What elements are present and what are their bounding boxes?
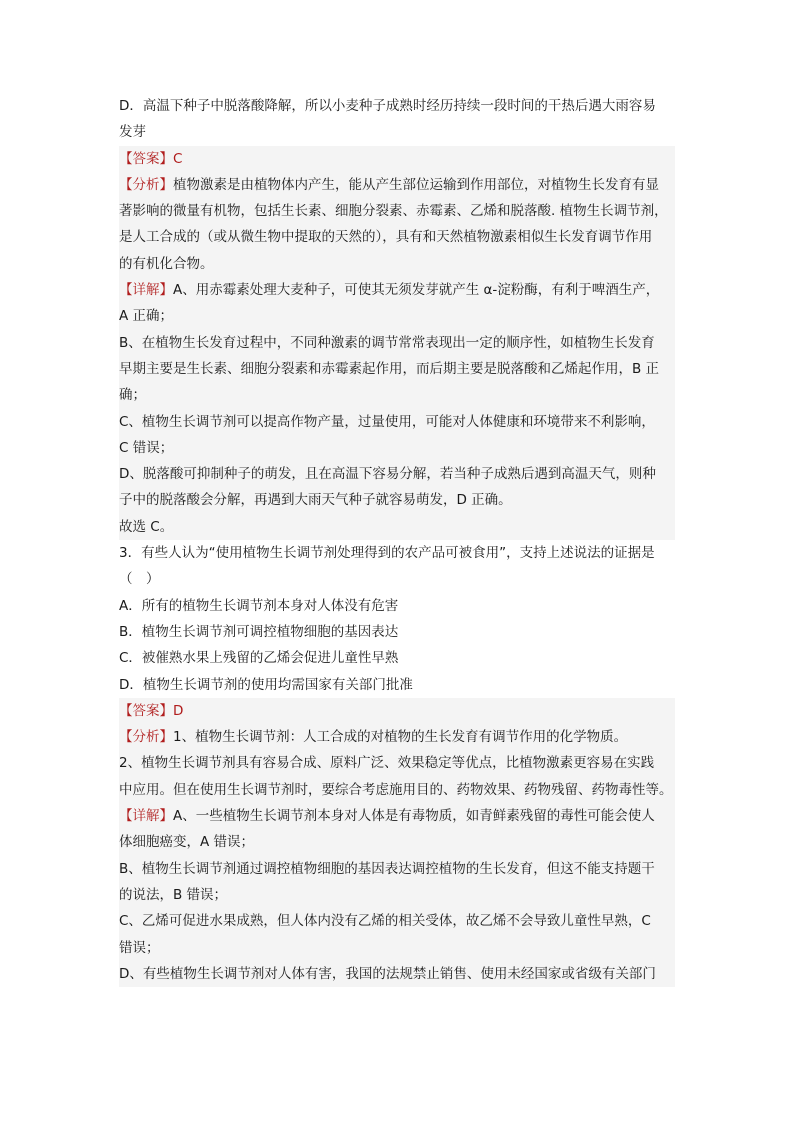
q3-detail-line: 错误； <box>119 935 675 961</box>
q2-analysis-line: 著影响的微量有机物，包括生长素、细胞分裂素、赤霉素、乙烯和脱落酸. 植物生长调节剂， <box>119 198 675 224</box>
q3-option-b: B．植物生长调节剂可调控植物细胞的基因表达 <box>119 623 399 640</box>
q2-detail-line: 子中的脱落酸会分解，再遇到大雨天气种子就容易萌发，D 正确。 <box>119 487 675 513</box>
q2-detail-line: B、在植物生长发育过程中，不同种激素的调节常常表现出一定的顺序性，如植物生长发育 <box>119 330 675 356</box>
q2-option-d-line: 发芽 <box>119 124 146 141</box>
answer-tag: 【答案】 <box>119 150 173 167</box>
q3-answer <box>119 698 675 724</box>
analysis-tag: 【分析】 <box>119 176 173 193</box>
q2-detail-line: C、植物生长调节剂可以提高作物产量，过量使用，可能对人体健康和环境带来不利影响， <box>119 409 675 435</box>
q3-detail-line: 体细胞癌变，A 错误； <box>119 829 675 855</box>
q3-detail-line: D、有些植物生长调节剂对人体有害，我国的法规禁止销售、使用未经国家或省级有关部门 <box>119 961 675 987</box>
q2-option-d-line: D．高温下种子中脱落酸降解，所以小麦种子成熟时经历持续一段时间的干热后遇大雨容易 <box>119 98 656 114</box>
document-body <box>119 93 675 987</box>
q3-option-c: C．被催熟水果上残留的乙烯会促进儿童性早熟 <box>119 650 399 667</box>
q2-analysis-line: 【分析】植物激素是由植物体内产生，能从产生部位运输到作用部位，对植物生长发育有显 <box>119 172 675 198</box>
analysis-tag: 【分析】 <box>119 729 173 746</box>
detail-tag: 【详解】 <box>119 282 173 299</box>
q3-detail-line: 的说法，B 错误； <box>119 882 675 908</box>
answer-tag: 【答案】 <box>119 702 173 719</box>
q3-option-d: D．植物生长调节剂的使用均需国家有关部门批准 <box>119 676 413 693</box>
q3-detail-line: 【详解】A、一些植物生长调节剂本身对人体是有毒物质，如青鲜素残留的毒性可能会使人 <box>119 803 675 829</box>
q2-detail-line: D、脱落酸可抑制种子的萌发，且在高温下容易分解，若当种子成熟后遇到高温天气，则种 <box>119 461 675 487</box>
q2-analysis-line: 是人工合成的（或从微生物中提取的天然的），具有和天然植物激素相似生长发育调节作用 <box>119 224 675 250</box>
detail-tag: 【详解】 <box>119 808 173 825</box>
q3-analysis-line: 2、植物生长调节剂具有容易合成、原料广泛、效果稳定等优点，比植物激素更容易在实践 <box>119 750 675 776</box>
answer-value: D <box>173 702 184 719</box>
q3-option-a: A．所有的植物生长调节剂本身对人体没有危害 <box>119 597 399 614</box>
q3-stem-line: （ ） <box>119 571 160 588</box>
q3-detail-line: C、乙烯可促进水果成熟，但人体内没有乙烯的相关受体，故乙烯不会导致儿童性早熟，C <box>119 908 675 934</box>
q2-detail-line: C 错误； <box>119 435 675 461</box>
q2-answer <box>119 146 675 172</box>
q2-detail-line: 早期主要是生长素、细胞分裂素和赤霉素起作用，而后期主要是脱落酸和乙烯起作用，B 正 <box>119 356 675 382</box>
q2-detail-line: 确； <box>119 382 675 408</box>
q3-stem-line: 3．有些人认为“使用植物生长调节剂处理得到的农产品可被食用”，支持上述说法的证据是 <box>119 545 655 562</box>
answer-value: C <box>173 150 183 167</box>
q3-detail-line: B、植物生长调节剂通过调控植物细胞的基因表达调控植物的生长发育，但这不能支持题干 <box>119 856 675 882</box>
q3-analysis-line: 【分析】1、植物生长调节剂：人工合成的对植物的生长发育有调节作用的化学物质。 <box>119 724 675 750</box>
q2-detail-line: 【详解】A、用赤霉素处理大麦种子，可使其无须发芽就产生 α-淀粉酶，有利于啤酒生产， <box>119 277 675 303</box>
q3-analysis-line: 中应用。但在使用生长调节剂时，要综合考虑施用目的、药物效果、药物残留、药物毒性等。 <box>119 777 675 803</box>
q2-detail-line: A 正确； <box>119 303 675 329</box>
q2-analysis-line: 的有机化合物。 <box>119 251 675 277</box>
q2-detail-line: 故选 C。 <box>119 514 675 540</box>
